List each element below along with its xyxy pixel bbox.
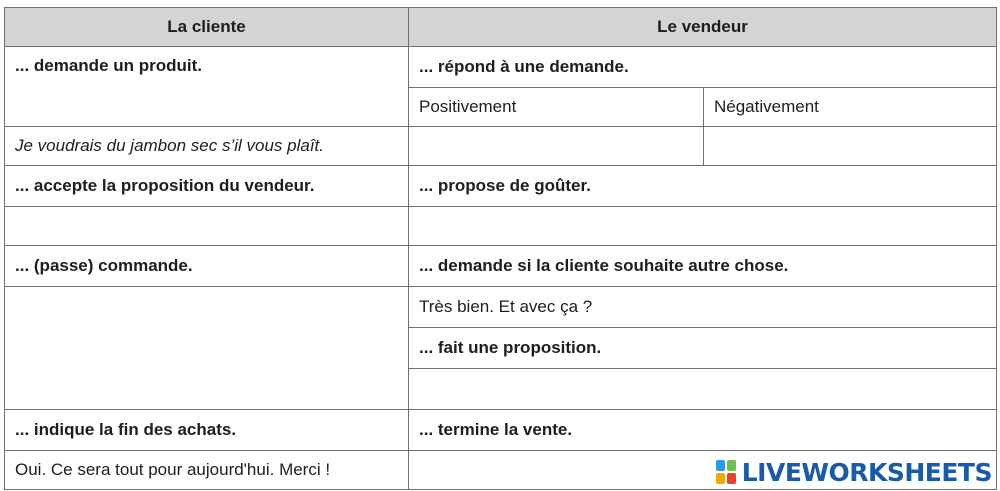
client-example-end: Oui. Ce sera tout pour aujourd'hui. Merci ! — [5, 451, 409, 490]
client-step-order: ... (passe) commande. — [5, 246, 409, 287]
table-row — [5, 287, 997, 328]
answer-negative-blank[interactable] — [704, 127, 997, 166]
client-order-blank[interactable] — [5, 287, 409, 410]
table-row — [5, 410, 997, 451]
vendor-example-anything-else: Très bien. Et avec ça ? — [409, 287, 997, 328]
vendor-step-close-sale: ... termine la vente. — [409, 410, 997, 451]
client-step-accept: ... accepte la proposition du vendeur. — [5, 166, 409, 207]
vendor-step-anything-else: ... demande si la cliente souhaite autre chose. — [409, 246, 997, 287]
header-vendor: Le vendeur — [409, 8, 997, 47]
header-row — [5, 8, 997, 47]
table-row — [5, 127, 997, 166]
table-row — [5, 207, 997, 246]
dialogue-table — [4, 7, 997, 490]
subheader-positive: Positivement — [409, 88, 704, 127]
client-accept-blank[interactable] — [5, 207, 409, 246]
table-row — [5, 166, 997, 207]
header-client: La cliente — [5, 8, 409, 47]
client-step-request: ... demande un produit. — [5, 47, 409, 127]
vendor-suggestion-blank[interactable] — [409, 369, 997, 410]
vendor-step-answer: ... répond à une demande. — [409, 47, 997, 88]
liveworksheets-watermark — [714, 458, 994, 487]
table-row — [5, 246, 997, 287]
answer-positive-blank[interactable] — [409, 127, 704, 166]
client-step-end: ... indique la fin des achats. — [5, 410, 409, 451]
client-example-request: Je voudrais du jambon sec s’il vous plaît. — [5, 127, 409, 166]
subheader-negative: Négativement — [704, 88, 997, 127]
vendor-step-tasting: ... propose de goûter. — [409, 166, 997, 207]
watermark-text: LIVEWORKSHEETS — [741, 458, 992, 487]
liveworksheets-logo-icon — [716, 460, 738, 486]
vendor-tasting-blank[interactable] — [409, 207, 997, 246]
vendor-step-suggestion: ... fait une proposition. — [409, 328, 997, 369]
table-row — [5, 47, 997, 88]
